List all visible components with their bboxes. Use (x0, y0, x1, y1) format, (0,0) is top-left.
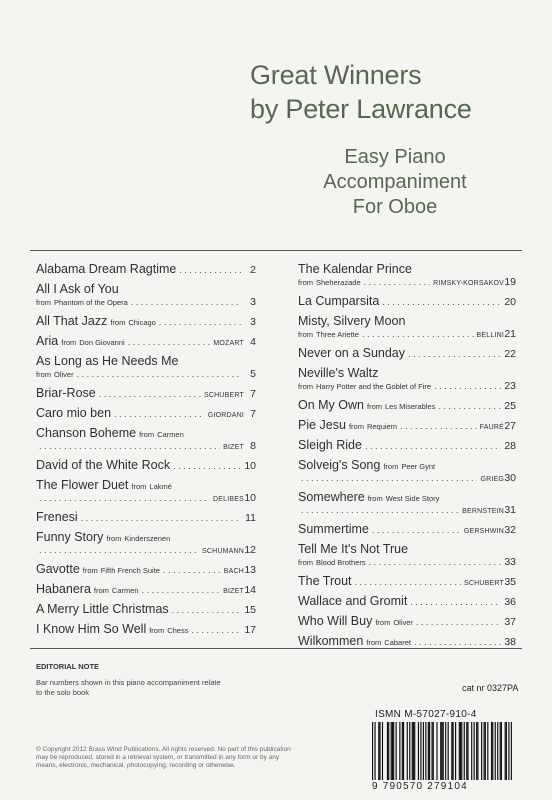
barcode-bar (500, 722, 501, 780)
entry-title: Somewhere (298, 490, 365, 504)
entry-from-word: from (93, 586, 109, 595)
contents-entry (298, 614, 516, 628)
entry-source (375, 618, 413, 627)
entry-composer: SCHUMANN (201, 548, 244, 555)
entry-from-word: from (366, 638, 382, 647)
entry-source (298, 330, 359, 339)
entry-from-word: from (375, 618, 391, 627)
entry-page: 31 (504, 504, 516, 516)
barcode-bar (403, 722, 404, 780)
entry-page: 7 (250, 408, 256, 420)
entry-source (149, 626, 188, 635)
entry-source (36, 298, 128, 307)
contents-entry (36, 478, 256, 504)
barcode-bar (407, 722, 408, 780)
barcode-bar (436, 722, 437, 780)
barcode (372, 722, 512, 780)
entry-title: The Trout (298, 574, 352, 588)
entry-page: 36 (504, 596, 516, 608)
barcode-bar (441, 722, 442, 780)
barcode-bar (445, 722, 446, 780)
entry-page: 23 (504, 380, 516, 392)
contents-entry (36, 314, 256, 328)
dot-leader (128, 337, 211, 347)
barcode-bar (393, 722, 394, 780)
entry-composer: MOZART (213, 340, 244, 347)
barcode-bar (497, 722, 498, 780)
contents-entry (298, 294, 516, 308)
entry-page: 33 (504, 556, 516, 568)
barcode-bar (392, 722, 393, 780)
entry-page: 30 (504, 472, 516, 484)
entry-page: 10 (244, 492, 256, 504)
entry-page: 28 (504, 440, 516, 452)
dot-leader (131, 297, 241, 307)
entry-page: 11 (245, 512, 256, 524)
dot-leader (39, 493, 210, 503)
barcode-bar (505, 722, 506, 780)
entry-source-name: Lakmé (149, 482, 172, 491)
entry-source (36, 370, 74, 379)
entry-page: 5 (250, 368, 256, 380)
entry-source-name: Don Giovanni (79, 338, 125, 347)
entry-title: Habanera (36, 582, 91, 596)
entry-from-word: from (82, 566, 98, 575)
barcode-bar (412, 722, 413, 780)
entry-source (106, 534, 170, 543)
entry-from-word: from (298, 558, 313, 567)
entry-composer: SCHUBERT (204, 392, 244, 399)
dot-leader (301, 505, 459, 515)
entry-title: I Know Him So Well (36, 622, 147, 636)
entry-page: 27 (504, 420, 516, 432)
dot-leader (355, 577, 462, 587)
entry-title: Briar-Rose (36, 386, 96, 400)
dot-leader (365, 441, 501, 451)
barcode-bar (501, 722, 502, 780)
entry-composer: GERSHWIN (463, 528, 504, 535)
entry-title: Frenesi (36, 510, 78, 524)
entry-title: Sleigh Ride (298, 438, 362, 452)
barcode-bar (433, 722, 434, 780)
barcode-bar (459, 722, 460, 780)
entry-source (298, 278, 361, 287)
barcode-bar (448, 722, 449, 780)
entry-source-name: Oliver (393, 618, 413, 627)
entry-page: 3 (250, 296, 256, 308)
entry-title: As Long as He Needs Me (36, 354, 179, 368)
contents-entry (36, 458, 256, 472)
entry-page: 35 (504, 576, 516, 588)
entry-source (83, 566, 160, 575)
contents-entry (36, 622, 256, 636)
barcode-digits: 9 790570 279104 (372, 781, 468, 792)
entry-composer: FAURÉ (479, 424, 504, 431)
barcode-bar (481, 722, 482, 780)
dot-leader (408, 349, 501, 359)
dot-leader (434, 381, 501, 391)
entry-source (94, 586, 139, 595)
barcode-bar (453, 722, 454, 780)
entry-from-word: from (298, 330, 313, 339)
title-line-1: Great Winners (250, 60, 422, 90)
contents-entry (298, 438, 516, 452)
barcode-bar (495, 722, 496, 780)
dot-leader (382, 297, 501, 307)
barcode-bar (420, 722, 421, 780)
contents-entry (298, 346, 516, 360)
barcode-bar (491, 722, 492, 780)
dot-leader (369, 557, 501, 567)
entry-title: La Cumparsita (298, 294, 380, 308)
dot-leader (163, 565, 221, 575)
dot-leader (400, 421, 477, 431)
entry-from-word: from (367, 402, 382, 411)
dot-leader (416, 617, 501, 627)
copyright-notice: © Copyright 2012 Brass Wind Publications. All rights reserved. No part of this publication may be reproduced, stored in a retrieval system, or transmitted in any form or by any means, electronic, mechanical, photocopying, recording or otherwise. (36, 746, 291, 769)
barcode-bar (467, 722, 468, 780)
entry-title: All I Ask of You (36, 282, 119, 296)
barcode-bar (506, 722, 507, 780)
entry-source (131, 482, 172, 491)
entry-composer: BIZET (223, 588, 244, 595)
editorial-note-heading: EDITORIAL NOTE (36, 662, 100, 671)
barcode-bar (466, 722, 467, 780)
entry-title: Neville's Waltz (298, 366, 379, 380)
entry-source-name: Three Ariette (316, 330, 359, 339)
entry-title: Pie Jesu (298, 418, 346, 432)
entry-title: Wallace and Gromit (298, 594, 408, 608)
entry-title: Summertime (298, 522, 369, 536)
entry-page: 8 (250, 440, 256, 452)
barcode-bar (511, 722, 512, 780)
entry-title: Alabama Dream Ragtime (36, 262, 177, 276)
barcode-bar (402, 722, 403, 780)
entry-composer: BERNSTEIN (462, 508, 504, 515)
entry-from-word: from (106, 534, 122, 543)
entry-source (368, 494, 440, 503)
dot-leader (410, 597, 501, 607)
contents-entry (36, 562, 256, 576)
contents-entry (36, 602, 256, 616)
entry-page: 19 (504, 276, 516, 288)
dot-leader (364, 277, 431, 287)
barcode-bar (451, 722, 452, 780)
dot-leader (77, 369, 241, 379)
entry-page: 3 (250, 316, 256, 328)
entry-composer: RIMSKY-KORSAKOV (433, 280, 504, 287)
barcode-bar (461, 722, 462, 780)
contents-entry (298, 314, 516, 340)
entry-page: 14 (244, 584, 256, 596)
title-block (250, 58, 510, 126)
barcode-bar (487, 722, 488, 780)
entry-title: A Merry Little Christmas (36, 602, 169, 616)
entry-title: All That Jazz (36, 314, 108, 328)
entry-title: Tell Me It's Not True (298, 542, 409, 556)
entry-title: Aria (36, 334, 59, 348)
entry-source-name: Chess (167, 626, 189, 635)
entry-title: Funny Story (36, 530, 104, 544)
contents-entry (298, 418, 516, 432)
entry-source-name: West Side Story (385, 494, 440, 503)
entry-from-word: from (298, 382, 313, 391)
contents-entry (298, 542, 516, 568)
barcode-bar (418, 722, 419, 780)
entry-from-word: from (139, 430, 155, 439)
barcode-bar (413, 722, 414, 780)
entry-composer: BIZET (223, 444, 244, 451)
entry-from-word: from (367, 494, 383, 503)
entry-source-name: Peer Gynt (401, 462, 436, 471)
dot-leader (372, 525, 461, 535)
barcode-bar (382, 722, 383, 780)
top-rule (30, 250, 522, 251)
contents-entry (36, 406, 256, 420)
entry-from-word: from (36, 298, 51, 307)
entry-source (366, 638, 411, 647)
barcode-bar (396, 722, 397, 780)
barcode-bar (379, 722, 380, 780)
dot-leader (172, 605, 241, 615)
contents-entry (298, 398, 516, 412)
entry-title: The Flower Duet (36, 478, 129, 492)
entry-composer: DELIBES (213, 496, 244, 503)
entry-title: Gavotte (36, 562, 80, 576)
contents-entry (298, 366, 516, 392)
entry-page: 13 (244, 564, 256, 576)
dot-leader (81, 513, 241, 523)
dot-leader (39, 545, 199, 555)
contents-entry (36, 426, 256, 452)
entry-source-name: Cabaret (384, 638, 411, 647)
dot-leader (159, 317, 241, 327)
barcode-bar (399, 722, 400, 780)
barcode-bar (464, 722, 465, 780)
entry-source-name: Carmen (157, 430, 184, 439)
title-line-2: by Peter Lawrance (250, 94, 472, 124)
barcode-bar (387, 722, 388, 780)
entry-from-word: from (131, 482, 147, 491)
contents-entry (36, 354, 256, 380)
contents-entry (298, 522, 516, 536)
entry-source-name: Carmen (111, 586, 139, 595)
barcode-bar (378, 722, 379, 780)
entry-from-word: from (61, 338, 77, 347)
dot-leader (301, 473, 477, 483)
entry-title: Chanson Boheme (36, 426, 137, 440)
contents-entry (36, 510, 256, 524)
entry-page: 15 (244, 604, 256, 616)
entry-source-name: Sheherazade (316, 278, 361, 287)
contents-entry (298, 262, 516, 288)
entry-page: 21 (504, 328, 516, 340)
barcode-bar (443, 722, 444, 780)
catalog-number: cat nr 0327PA (462, 683, 519, 693)
ismn-number: ISMN M-57027-910-4 (375, 709, 477, 720)
entry-source (61, 338, 124, 347)
entry-title: Solveig's Song (298, 458, 381, 472)
contents-entry (36, 386, 256, 400)
barcode-bar (474, 722, 475, 780)
entry-composer: SCHUBERT (464, 580, 504, 587)
barcode-bar (477, 722, 478, 780)
entry-from-word: from (383, 462, 399, 471)
barcode-bar (476, 722, 477, 780)
entry-page: 20 (504, 296, 516, 308)
entry-source-name: Kinderszenen (124, 534, 171, 543)
dot-leader (191, 625, 241, 635)
entry-title: Wilkommen (298, 634, 364, 648)
entry-page: 38 (504, 636, 516, 648)
entry-page: 12 (244, 544, 256, 556)
entry-title: The Kalendar Prince (298, 262, 412, 276)
entry-source-name: Requiem (366, 422, 397, 431)
barcode-bar (425, 722, 426, 780)
barcode-bar (414, 722, 415, 780)
barcode-bar (460, 722, 461, 780)
entry-from-word: from (149, 626, 165, 635)
barcode-bar (485, 722, 486, 780)
contents-entry (298, 458, 516, 484)
entry-source (367, 402, 435, 411)
entry-source (298, 558, 366, 567)
subtitle-line-1: Easy Piano (344, 146, 446, 168)
dot-leader (142, 585, 221, 595)
entry-page: 37 (504, 616, 516, 628)
barcode-bar (484, 722, 485, 780)
entry-composer: GRIEG (480, 476, 504, 483)
entry-title: On My Own (298, 398, 364, 412)
barcode-bar (455, 722, 456, 780)
entry-source-name: Fifth French Suite (100, 566, 160, 575)
entry-composer: GIORDANI (207, 412, 244, 419)
contents-entry (36, 582, 256, 596)
dot-leader (173, 461, 241, 471)
subtitle-line-3: For Oboe (352, 196, 438, 218)
dot-leader (99, 389, 201, 399)
entry-title: Caro mio ben (36, 406, 112, 420)
contents-entry (36, 334, 256, 348)
entry-source (298, 382, 431, 391)
dot-leader (179, 265, 241, 275)
entry-page: 17 (244, 624, 256, 636)
entry-from-word: from (36, 370, 51, 379)
entry-source-name: Phantom of the Opera (54, 298, 128, 307)
entry-title: Who Will Buy (298, 614, 373, 628)
contents-entry (298, 490, 516, 516)
entry-source-name: Oliver (54, 370, 74, 379)
entry-page: 22 (504, 348, 516, 360)
entry-title: David of the White Rock (36, 458, 171, 472)
barcode-bar (374, 722, 375, 780)
entry-page: 4 (250, 336, 256, 348)
entry-page: 10 (244, 460, 256, 472)
contents-entry (36, 530, 256, 556)
contents-entry (298, 574, 516, 588)
contents-entry (36, 282, 256, 308)
entry-composer: BELLINI (476, 332, 504, 339)
contents-entry (298, 594, 516, 608)
dot-leader (114, 409, 205, 419)
bottom-rule (30, 648, 522, 649)
barcode-bar (423, 722, 424, 780)
contents-entry (298, 634, 516, 648)
barcode-bar (492, 722, 493, 780)
contents-entry (36, 262, 256, 276)
entry-from-word: from (348, 422, 364, 431)
barcode-bar (372, 722, 373, 780)
dot-leader (39, 441, 220, 451)
subtitle-line-2: Accompaniment (323, 171, 467, 193)
entry-source-name: Les Miserables (385, 402, 436, 411)
entry-page: 2 (250, 264, 256, 276)
entry-title: Never on a Sunday (298, 346, 406, 360)
entry-composer: BACH (223, 568, 244, 575)
barcode-bar (508, 722, 509, 780)
dot-leader (362, 329, 474, 339)
entry-source-name: Chicago (128, 318, 156, 327)
entry-source-name: Harry Potter and the Goblet of Fire (316, 382, 432, 391)
entry-source (349, 422, 397, 431)
entry-title: Misty, Silvery Moon (298, 314, 406, 328)
barcode-bar (409, 722, 410, 780)
barcode-bar (428, 722, 429, 780)
entry-page: 25 (504, 400, 516, 412)
dot-leader (438, 401, 501, 411)
subtitle-block (290, 145, 500, 220)
entry-source (110, 318, 156, 327)
barcode-bar (391, 722, 392, 780)
barcode-bar (440, 722, 441, 780)
entry-from-word: from (298, 278, 313, 287)
barcode-bar (388, 722, 389, 780)
barcode-bar (431, 722, 432, 780)
entry-source (383, 462, 435, 471)
editorial-note-text: Bar numbers shown in this piano accompaniment relate to the solo book (36, 678, 221, 697)
barcode-bar (429, 722, 430, 780)
entry-page: 7 (250, 388, 256, 400)
entry-from-word: from (110, 318, 126, 327)
entry-page: 32 (504, 524, 516, 536)
barcode-bar (471, 722, 472, 780)
dot-leader (414, 637, 501, 647)
entry-source (139, 430, 184, 439)
entry-source-name: Blood Brothers (316, 558, 366, 567)
